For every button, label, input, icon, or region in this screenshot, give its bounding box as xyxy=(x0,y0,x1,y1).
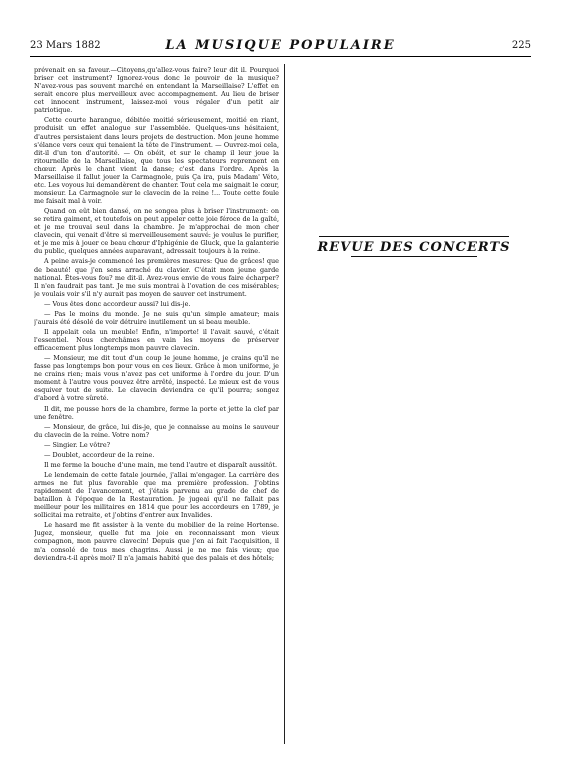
paragraph: Il me ferme la bouche d'une main, me tend l'autre et disparaît aussitôt. xyxy=(44,460,278,469)
page-number: 225 xyxy=(511,40,531,51)
paragraph: prévenait en sa faveur.—Citoyens,qu'allez-vous faire? leur dit il. Pourquoi briser cet instrument? Ignorez-vous donc le pouvoir de la musique? N'avez-vous pas souvent marché en entendant la Marseillaise? L'effet en serait encore plus merveilleux avec accompagnement. Au lieu de briser cet innocent instrument, laissez-moi vous régaler d'un petit air patriotique. xyxy=(34,66,279,115)
paragraph: Le hasard me fit assister à la vente du mobilier de la reine Hortense. Jugez, monsieur, quelle fut ma joie en reconnaissant mon vieux compagnon, mon pauvre clavecin! Depuis que j'en ai fait l'acquisition, il m'a consolé de tous mes chagrins. Aussi je ne me fais vieux; que deviendra-t-il après moi? Il n'a jamais habité que des palais et des hôtels; xyxy=(34,521,279,562)
paragraph: — Doublet, accordeur de la reine. xyxy=(44,450,155,459)
left-column xyxy=(34,66,279,748)
paragraph: Cette courte harangue, débitée moitié sérieusement, moitié en riant, produisit un effet analogue sur l'assemblée. Quelques-uns hésitaient, d'autres persistaient dans leurs projets de destruction. Mon jeune homme s'élance vers ceux qui tenaient la tête de l'instrument. — Ouvrez-moi cela, dit-il d'un ton d'autorité. — On obéit, et sur le champ il leur joue la ritournelle de la Marseillaise, que tous les spectateurs reprennent en chœur. Après le chant vient la danse; c'est dans l'ordre. Après la Marseillaise il fallut jouer la Carmagnole, puis Ça ira, puis Madam' Véto, etc. Les voyous lui demandèrent de chanter. Tout cela me saignait le cœur, monsieur. La Carmagnole sur le clavecin de la reine !... Toute cette foule me faisait mal à voir. xyxy=(34,116,279,205)
section-title: REVUE DES CONCERTS xyxy=(317,240,511,255)
section-heading xyxy=(291,232,537,258)
paragraph: A peine avais-je commencé les premières mesures: Que de grâces! que de beauté! que j'en sens arraché du clavier. C'était mon jeune garde national. Êtes-vous fou? me dit-il. Avez-vous envie de vous faire écharper? Il n'en faudrait pas tant. Je me suis montrai à l'ovation de ces misérables; je voulais voir s'il n'y aurait pas moyen de sauver cet instrument. xyxy=(34,257,279,298)
heading-underline xyxy=(351,256,477,257)
page-header xyxy=(30,38,531,57)
heading-rule xyxy=(319,236,509,237)
paragraph: Le lendemain de cette fatale journée, j'allai m'engager. La carrière des armes ne fut plus favorable que ma première profession. J'obtins rapidement de l'avancement, et j'étais parvenu au grade de chef de bataillon à l'époque de la Restauration. Je jugeai qu'il ne fallait pas meilleur pour les militaires en 1814 que pour les accordeurs en 1789, je sollicitai ma retraite, et j'obtins d'entrer aux Invalides. xyxy=(34,470,279,520)
paragraph: — Pas le moins du monde. Je ne suis qu'un simple amateur; mais j'aurais été désolé de voir détruire inutilement un si beau meuble. xyxy=(34,309,279,326)
paragraph: — Singier. Le vôtre? xyxy=(44,440,111,449)
paragraph: — Monsieur, de grâce, lui dis-je, que je connaisse au moins le sauveur du clavecin de la reine. Votre nom? xyxy=(34,422,279,439)
publication-title: LA MUSIQUE POPULAIRE xyxy=(165,38,396,53)
column-divider xyxy=(284,64,285,744)
paragraph: Il dit, me pousse hors de la chambre, ferme la porte et jette la clef par une fenêtre. xyxy=(34,404,279,421)
paragraph: — Vous êtes donc accordeur aussi? lui dis-je. xyxy=(44,299,191,308)
header-date: 23 Mars 1882 xyxy=(30,40,101,51)
paragraph: — Monsieur, me dit tout d'un coup le jeune homme, je crains qu'il ne fasse pas longtemps bon pour vous en ces lieux. Grâce à mon uniforme, je ne crains rien; mais vous n'avez pas cet uniforme à l'ordre du jour. D'un moment à l'autre vous pouvez être arrêté, inspecté. Le mieux est de vous esquiver tout de suite. Le clavecin deviendra ce qu'il pourra; songez d'abord à votre sûreté. xyxy=(34,354,279,403)
paragraph: Quand on eût bien dansé, on ne songea plus à briser l'instrument: on se retira gaiment, et toutefois on peut appeler cette joie féroce de la gaîté, et je me trouvai seul dans la chambre. Je m'approchai de mon cher clavecin, qui venait d'être si merveilleusement sauvé: je voulus le purifier, et je me mis à jouer ce beau chœur d'Iphigénie de Gluck, que la galanterie du public, quelques années auparavant, adressait toujours à la reine. xyxy=(34,207,279,256)
paragraph: Il appelait cela un meuble! Enfin, n'importe! il l'avait sauvé, c'était l'essentiel. Nous cherchâmes en vain les moyens de préserver efficacement plus longtemps mon pauvre clavecin. xyxy=(34,327,279,353)
